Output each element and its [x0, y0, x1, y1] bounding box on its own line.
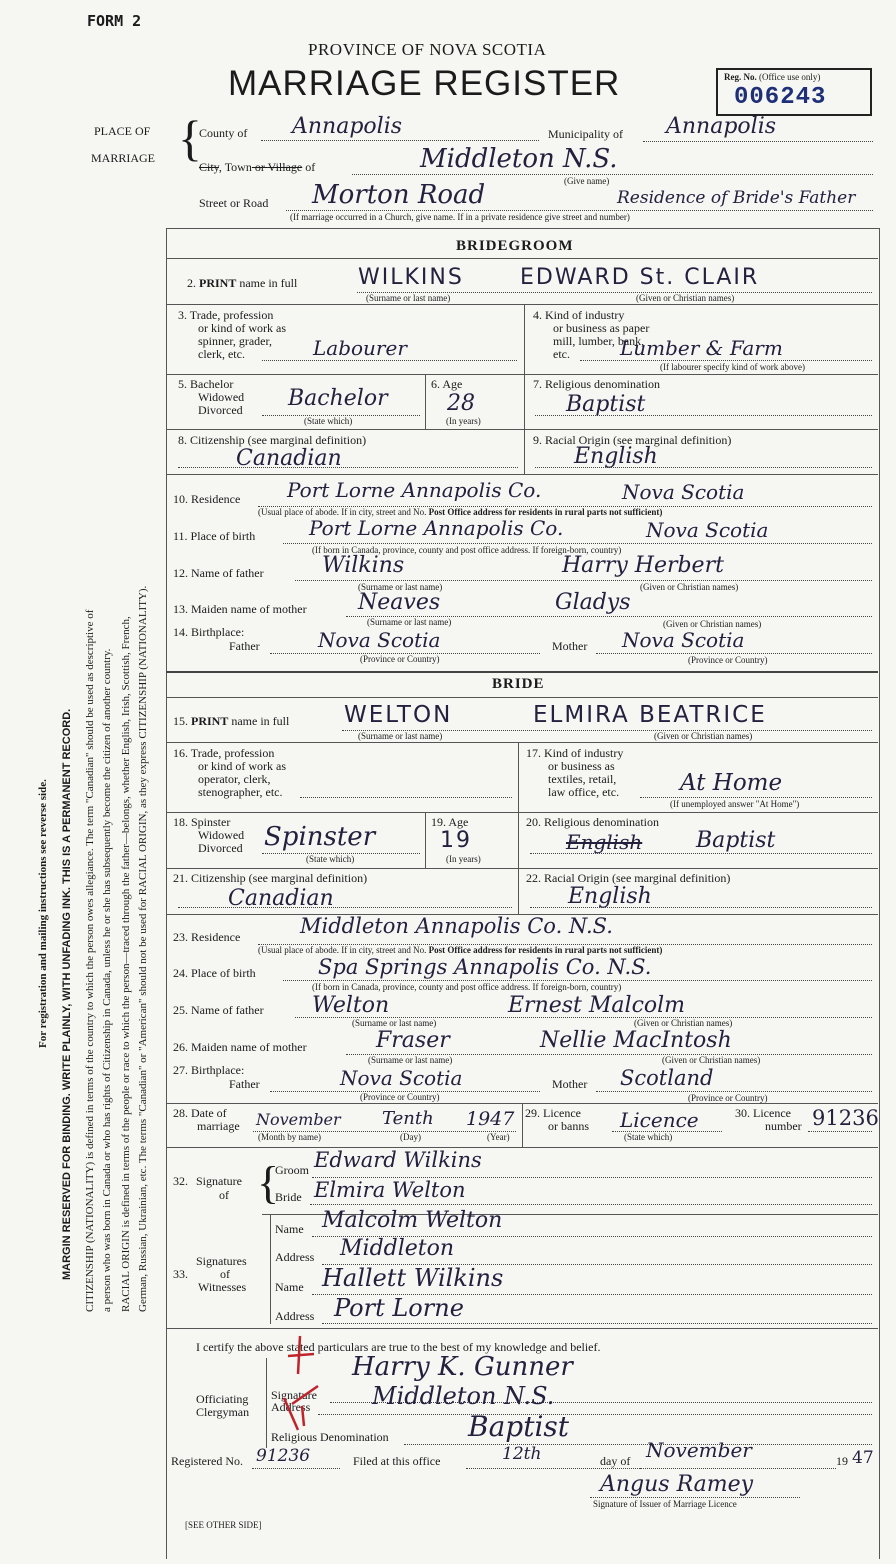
f33-l2: of [220, 1267, 230, 1281]
bride-age: 19 [440, 828, 472, 853]
bride-sig-label: Bride [275, 1190, 302, 1204]
f26-label: 26. Maiden name of mother [173, 1040, 307, 1054]
groom-sig-label: Groom [275, 1163, 309, 1177]
groom-status: Bachelor [288, 386, 388, 411]
f29-l2: or banns [548, 1119, 589, 1133]
w2-address-label: Address [275, 1309, 315, 1323]
f28-l2: marriage [197, 1119, 240, 1133]
f2-label: 2. PRINT name in full [187, 276, 298, 290]
form-label: FORM 2 [87, 12, 142, 30]
groom-racial: English [574, 444, 658, 469]
clergy-signature: Harry K. Gunner [352, 1352, 573, 1382]
f14-father-label: Father [229, 639, 260, 653]
f12-hint-g: (Given or Christian names) [640, 582, 739, 592]
reg-no-box [716, 68, 872, 116]
f7-label: 7. Religious denomination [533, 377, 660, 391]
bride-racial: English [568, 884, 652, 909]
w2-address: Port Lorne [334, 1294, 464, 1322]
f33-l3: Witnesses [198, 1280, 247, 1294]
groom-religion: Baptist [566, 392, 646, 417]
bride-father-given: Ernest Malcolm [508, 993, 686, 1018]
margin-col-5: RACIAL ORIGIN is defined in terms of the people or race to which the person—traced through the father—belongs, whether English, Irish, Scottish, French, [120, 616, 132, 1312]
f3-l2: or kind of work as [198, 321, 286, 335]
groom-residence-2: Nova Scotia [622, 480, 745, 504]
groom-mother-given: Gladys [555, 590, 631, 615]
f13-label: 13. Maiden name of mother [173, 602, 307, 616]
f27-father-label: Father [229, 1077, 260, 1091]
f32-l2: of [219, 1188, 229, 1202]
f24-hint: (If born in Canada, province, county and post office address. If foreign-born, country) [312, 982, 622, 992]
filed-month: November [646, 1438, 752, 1462]
f10-label: 10. Residence [173, 492, 241, 506]
bride-religion-struck: English [566, 830, 643, 854]
licence-hint: (State which) [624, 1132, 673, 1142]
bride-status: Spinster [264, 822, 376, 852]
registered-label: Registered No. [171, 1454, 243, 1468]
bride-heading: BRIDE [492, 676, 545, 692]
groom-citizenship: Canadian [236, 446, 342, 471]
day-hint: (Day) [400, 1132, 421, 1142]
bride-given: ELMIRA BEATRICE [533, 702, 767, 728]
groom-given: EDWARD St. CLAIR [520, 265, 760, 290]
w2-name-label: Name [275, 1280, 304, 1294]
f5-l1: 5. Bachelor [178, 377, 234, 391]
f14-mother-label: Mother [552, 639, 588, 653]
f16-l4: stenographer, etc. [198, 785, 283, 799]
f4-hint: (If labourer specify kind of work above) [660, 362, 805, 372]
w1-name: Malcolm Welton [322, 1208, 503, 1233]
groom-surname: WILKINS [358, 265, 464, 290]
margin-col-4: a person who was born in Canada or who has rights of Citizenship in Canada, unless he or she has subsequently become the citizen of another country. [101, 648, 113, 1312]
bride-surname-hint: (Surname or last name) [358, 731, 443, 741]
f16-l3: operator, clerk, [198, 772, 271, 786]
groom-surname-hint: (Surname or last name) [366, 293, 451, 303]
f9-label: 9. Racial Origin (see marginal definition) [533, 433, 732, 447]
f5-l3: Divorced [198, 403, 243, 417]
bride-citizenship: Canadian [228, 886, 334, 911]
f26-hint-g: (Given or Christian names) [662, 1055, 761, 1065]
w1-address-label: Address [275, 1250, 315, 1264]
f4-l3: mill, lumber, bank, [553, 334, 645, 348]
f14-label: 14. Birthplace: [173, 625, 245, 639]
bride-father-surname: Welton [312, 993, 390, 1018]
office-use-label: (Office use only) [759, 72, 821, 82]
groom-residence-1: Port Lorne Annapolis Co. [287, 478, 542, 502]
groom-father-birthplace: Nova Scotia [318, 628, 441, 652]
f33-l1: Signatures [196, 1254, 247, 1268]
f20-label: 20. Religious denomination [526, 815, 659, 829]
bride-state-hint: (State which) [306, 854, 355, 864]
f27-hint-m: (Province or Country) [688, 1093, 768, 1103]
bridegroom-heading: BRIDEGROOM [456, 238, 574, 254]
bride-industry: At Home [680, 770, 783, 796]
w1-name-label: Name [275, 1222, 304, 1236]
year-hint: (Year) [487, 1132, 510, 1142]
f32-l1: Signature [196, 1174, 242, 1188]
f5-l2: Widowed [198, 390, 245, 404]
w2-name: Hallett Wilkins [322, 1264, 504, 1292]
f3-l3: spinner, grader, [198, 334, 273, 348]
bride-given-hint: (Given or Christian names) [654, 731, 753, 741]
f17-l3: textiles, retail, [548, 772, 617, 786]
place-brace: { [178, 110, 202, 166]
year-prefix: 19 [836, 1454, 848, 1468]
reg-no-label: Reg. No. [724, 72, 757, 82]
groom-birth-1: Port Lorne Annapolis Co. [309, 516, 564, 540]
bride-age-hint: (In years) [446, 854, 481, 864]
f12-hint-s: (Surname or last name) [358, 582, 443, 592]
f29-l1: 29. Licence [525, 1106, 581, 1120]
f23-hint: (Usual place of abode. If in city, street and No. Post Office address for residents in rural parts not sufficient) [258, 945, 663, 955]
margin-col-2: MARGIN RESERVED FOR BINDING. WRITE PLAINLY, WITH UNFADING INK. THIS IS A PERMANENT RECORD. [61, 708, 73, 1280]
municipality-value: Annapolis [666, 114, 777, 139]
licence-type: Licence [620, 1108, 699, 1132]
f25-hint-g: (Given or Christian names) [634, 1018, 733, 1028]
month-hint: (Month by name) [258, 1132, 321, 1142]
bride-residence: Middleton Annapolis Co. N.S. [300, 914, 613, 938]
f17-hint: (If unemployed answer "At Home") [670, 799, 800, 809]
f14-hint-m: (Province or Country) [688, 655, 768, 665]
f30-l2: number [765, 1119, 802, 1133]
page-title: MARRIAGE REGISTER [228, 64, 621, 103]
w1-address: Middleton [340, 1236, 455, 1261]
f3-l1: 3. Trade, profession [178, 308, 274, 322]
groom-state-hint: (State which) [304, 416, 353, 426]
groom-mother-birthplace: Nova Scotia [622, 628, 745, 652]
f18-l1: 18. Spinster [173, 815, 231, 829]
marriage-day: Tenth [382, 1108, 434, 1129]
f16-l2: or kind of work as [198, 759, 286, 773]
groom-trade: Labourer [313, 336, 407, 360]
clergy-label-1: Officiating [196, 1392, 249, 1406]
f4-l1: 4. Kind of industry [533, 308, 625, 322]
clergy-denomination: Baptist [468, 1410, 570, 1443]
filed-day: 12th [502, 1444, 542, 1464]
bride-age-label: 19. Age [431, 815, 469, 829]
red-check-marks [278, 1334, 328, 1434]
f27-hint: (Province or Country) [360, 1092, 440, 1102]
filed-label: Filed at this office [353, 1454, 441, 1468]
bride-mother-birthplace: Scotland [620, 1066, 714, 1090]
f32-num: 32. [173, 1174, 188, 1188]
town-value: Middleton N.S. [420, 144, 618, 174]
f16-l1: 16. Trade, profession [173, 746, 275, 760]
f25-hint-s: (Surname or last name) [352, 1018, 437, 1028]
f13-hint-s: (Surname or last name) [367, 617, 452, 627]
f4-l4: etc. [553, 347, 570, 361]
f17-l1: 17. Kind of industry [526, 746, 624, 760]
day-of-label: day of [600, 1454, 631, 1468]
groom-age-hint: (In years) [446, 416, 481, 426]
marriage-year: 1947 [466, 1108, 515, 1130]
margin-col-6: German, Russian, Ukrainian, etc. The terms "Canadian" or "American" should not be used for RACIAL ORIGIN, as they express CITIZENSHIP (NATIONALITY). [137, 585, 149, 1312]
province-title: PROVINCE OF NOVA SCOTIA [308, 40, 547, 59]
bride-mother-surname: Fraser [376, 1028, 450, 1053]
groom-signature: Edward Wilkins [314, 1148, 482, 1172]
f18-l2: Widowed [198, 828, 245, 842]
f15-label: 15. PRINT name in full [173, 714, 290, 728]
margin-col-1: For registration and mailing instructions see reverse side. [37, 779, 49, 1048]
town-label: City, Town or Village of [199, 160, 316, 174]
issuer-label: Signature of Issuer of Marriage Licence [593, 1499, 737, 1509]
groom-industry: Lumber & Farm [620, 336, 783, 360]
bride-signature: Elmira Welton [314, 1178, 466, 1202]
f8-label: 8. Citizenship (see marginal definition) [178, 433, 367, 447]
f33-num: 33. [173, 1267, 188, 1281]
certify-text: I certify the above stated particulars are true to the best of my knowledge and belief. [196, 1340, 601, 1354]
groom-given-hint: (Given or Christian names) [636, 293, 735, 303]
f13-hint-g: (Given or Christian names) [663, 619, 762, 629]
place-label-1: PLACE OF [94, 124, 151, 138]
street-label: Street or Road [199, 196, 269, 210]
groom-mother-surname: Neaves [358, 590, 441, 615]
registered-no: 91236 [256, 1446, 311, 1466]
issuer-signature: Angus Ramey [600, 1472, 754, 1497]
f27-label: 27. Birthplace: [173, 1063, 245, 1077]
clergy-label-2: Clergyman [196, 1405, 250, 1419]
f22-label: 22. Racial Origin (see marginal definition) [526, 871, 731, 885]
groom-age-label: 6. Age [431, 377, 463, 391]
f18-l3: Divorced [198, 841, 243, 855]
street-value: Morton Road [312, 180, 486, 210]
f3-l4: clerk, etc. [198, 347, 245, 361]
street-hint: (If marriage occurred in a Church, give name. If in a private residence give street and number) [290, 212, 630, 222]
groom-age: 28 [447, 391, 475, 416]
f10-hint: (Usual place of abode. If in city, street and No. Post Office address for residents in rural parts not sufficient) [258, 507, 663, 517]
f17-l2: or business as [548, 759, 615, 773]
bride-mother-given: Nellie MacIntosh [540, 1028, 732, 1053]
f28-l1: 28. Date of [173, 1106, 227, 1120]
licence-number: 91236 [812, 1106, 879, 1130]
clergy-religious-label: Religious Denomination [271, 1430, 389, 1444]
f30-l1: 30. Licence [735, 1106, 791, 1120]
f11-hint: (If born in Canada, province, county and post office address. If foreign-born, country) [312, 545, 622, 555]
f21-label: 21. Citizenship (see marginal definition) [173, 871, 368, 885]
groom-father-surname: Wilkins [322, 553, 405, 578]
f26-hint-s: (Surname or last name) [368, 1055, 453, 1065]
place-label-2: MARRIAGE [91, 151, 156, 165]
f4-l2: or business as paper [553, 321, 650, 335]
reg-no: 006243 [734, 84, 827, 111]
bride-birth: Spa Springs Annapolis Co. N.S. [318, 955, 652, 979]
clergy-address-label: Address [271, 1400, 311, 1414]
see-other-side: [SEE OTHER SIDE] [185, 1520, 262, 1530]
clergy-address: Middleton N.S. [372, 1382, 555, 1410]
f24-label: 24. Place of birth [173, 966, 256, 980]
f12-label: 12. Name of father [173, 566, 264, 580]
f23-label: 23. Residence [173, 930, 241, 944]
marriage-month: November [256, 1110, 341, 1129]
sig-brace: { [257, 1157, 280, 1208]
give-name-hint: (Give name) [564, 176, 610, 186]
groom-birth-2: Nova Scotia [646, 518, 769, 542]
clergy-signature-label: Signature [271, 1388, 317, 1402]
f27-mother-label: Mother [552, 1077, 588, 1091]
county-value: Annapolis [292, 114, 403, 139]
bride-religion: Baptist [696, 828, 776, 853]
f17-l4: law office, etc. [548, 785, 620, 799]
bride-father-birthplace: Nova Scotia [340, 1066, 463, 1090]
f25-label: 25. Name of father [173, 1003, 264, 1017]
year-suffix: 47 [852, 1448, 874, 1468]
f14-hint: (Province or Country) [360, 654, 440, 664]
residence-note: Residence of Bride's Father [617, 188, 856, 208]
f11-label: 11. Place of birth [173, 529, 256, 543]
county-label: County of [199, 126, 248, 140]
municipality-label: Municipality of [548, 127, 623, 141]
margin-col-3: CITIZENSHIP (NATIONALITY) is defined in terms of the country to which the person owes allegiance. The term "Canadian" should be used as descriptive of [84, 609, 96, 1312]
bride-surname: WELTON [344, 702, 453, 728]
groom-father-given: Harry Herbert [562, 553, 724, 578]
